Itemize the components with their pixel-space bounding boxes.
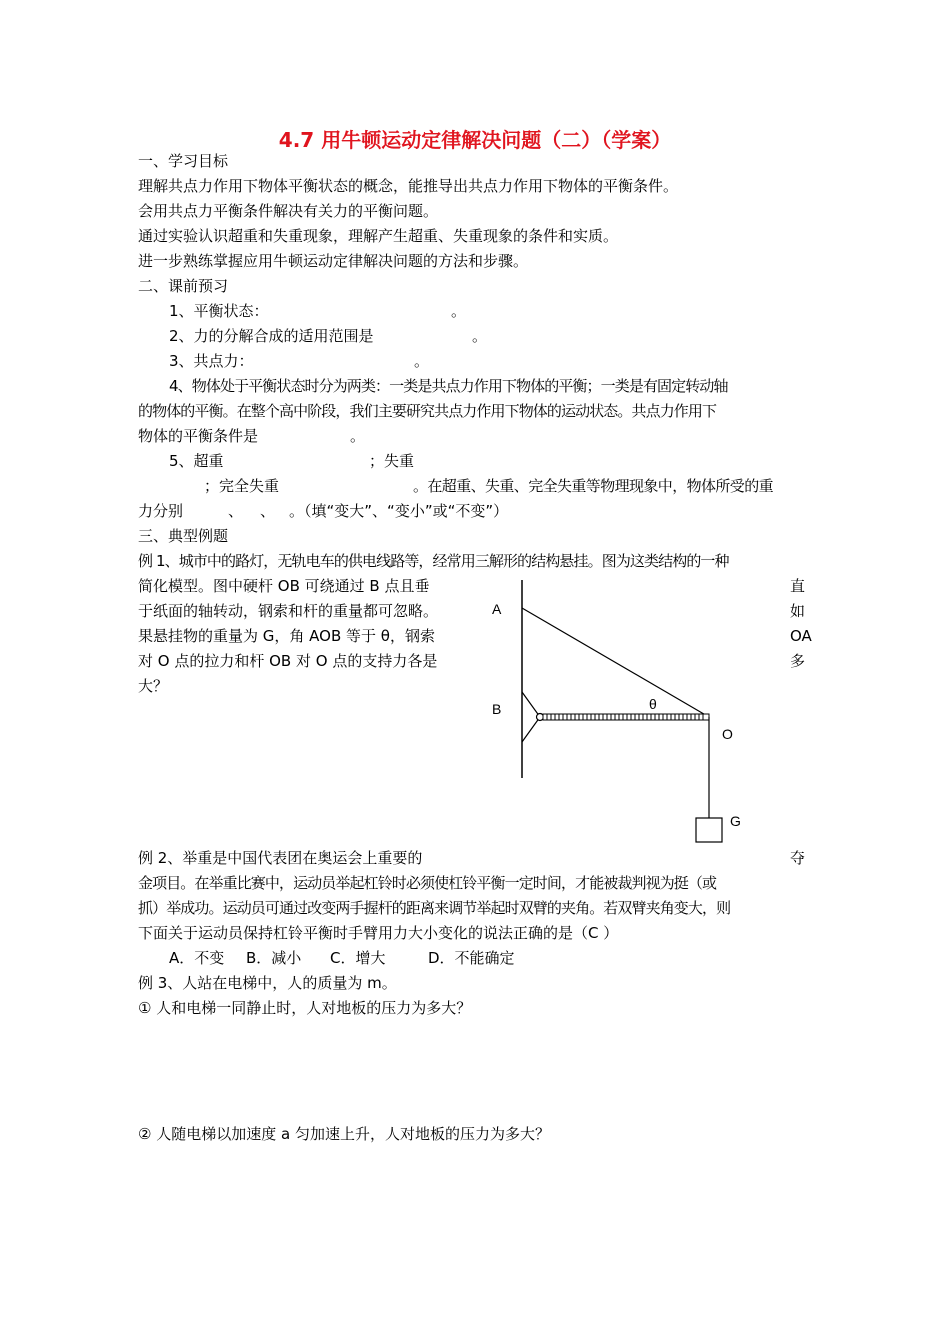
preview-q5-sep: 、 bbox=[228, 502, 244, 520]
example3-question-2: ② 人随电梯以加速度 a 匀加速上升，人对地板的压力为多大？ bbox=[138, 1125, 550, 1143]
preview-q1-end: 。 bbox=[451, 302, 467, 320]
example3-question-1: ① 人和电梯一同静止时，人对地板的压力为多大？ bbox=[138, 999, 472, 1017]
rod-ob bbox=[543, 714, 709, 720]
cable-oa bbox=[522, 608, 709, 717]
weight-block bbox=[696, 818, 722, 842]
label-a: A bbox=[492, 601, 502, 617]
example1-line: 果悬挂物的重量为 G，角 AOB 等于 θ，钢索 bbox=[138, 627, 435, 645]
preview-q5-complete: ；完全失重 bbox=[204, 477, 280, 495]
label-b: B bbox=[492, 701, 502, 717]
example2-line: 例 2、举重是中国代表团在奥运会上重要的 bbox=[138, 849, 423, 867]
preview-q4-line2: 的物体的平衡。在整个高中阶段，我们主要研究共点力作用下物体的运动状态。共点力作用下 bbox=[138, 402, 717, 420]
example1-line: 例 1、城市中的路灯，无轨电车的供电线路等，经常用三解形的结构悬挂。图为这类结构的一种 bbox=[138, 552, 729, 570]
preview-q4-line1: 4、物体处于平衡状态时分为两类：一类是共点力作用下物体的平衡；一类是有固定转动轴 bbox=[169, 377, 728, 395]
preview-q4-end: 。 bbox=[350, 427, 366, 445]
preview-q3: 3、共点力： bbox=[169, 352, 254, 370]
example2-option: A．不变 bbox=[169, 949, 225, 967]
preview-q2-end: 。 bbox=[472, 327, 488, 345]
example3-line: 例 3、人站在电梯中，人的质量为 m。 bbox=[138, 974, 397, 992]
preview-q5-sep: 、 bbox=[260, 502, 276, 520]
preview-q3-end: 。 bbox=[414, 352, 430, 370]
preview-q2: 2、力的分解合成的适用范围是 bbox=[169, 327, 374, 345]
page-title: 4.7 用牛顿运动定律解决问题（二）（学案） bbox=[278, 128, 672, 152]
preview-q5-overweight: 5、超重 bbox=[169, 452, 224, 470]
preview-q5-gravity: 力分别 bbox=[138, 502, 184, 520]
example1-line: 于纸面的轴转动，钢索和杆的重量都可忽略。 bbox=[138, 602, 439, 620]
section-heading-goals: 一、学习目标 bbox=[138, 152, 229, 170]
goal-item: 进一步熟练掌握应用牛顿运动定律解决问题的方法和步骤。 bbox=[138, 252, 529, 270]
example1-line-end: OA bbox=[790, 627, 812, 645]
example1-line: 简化模型。图中硬杆 OB 可绕通过 B 点且垂 bbox=[138, 577, 430, 595]
preview-q1: 1、平衡状态： bbox=[169, 302, 269, 320]
example1-line-end: 如 bbox=[790, 602, 806, 620]
example1-line-end: 多 bbox=[790, 652, 806, 670]
label-o: O bbox=[722, 726, 733, 742]
example1-line: 大？ bbox=[138, 677, 169, 695]
section-heading-examples: 三、典型例题 bbox=[138, 527, 229, 545]
example2-option: D．不能确定 bbox=[428, 949, 515, 967]
section-heading-preview: 二、课前预习 bbox=[138, 277, 229, 295]
goal-item: 会用共点力平衡条件解决有关力的平衡问题。 bbox=[138, 202, 439, 220]
preview-q5-text: 。在超重、失重、完全失重等物理现象中，物体所受的重 bbox=[413, 477, 774, 495]
example2-option: B．减小 bbox=[246, 949, 302, 967]
preview-q5-weightless: ；失重 bbox=[369, 452, 415, 470]
goal-item: 理解共点力作用下物体平衡状态的概念，能推导出共点力作用下物体的平衡条件。 bbox=[138, 177, 679, 195]
goal-item: 通过实验认识超重和失重现象，理解产生超重、失重现象的条件和实质。 bbox=[138, 227, 619, 245]
example2-line: 抓）举成功。运动员可通过改变两手握杆的距离来调节举起时双臂的夹角。若双臂夹角变大，则 bbox=[138, 899, 731, 917]
example2-line: 金项目。在举重比赛中，运动员举起杠铃时必须使杠铃平衡一定时间，才能被裁判视为挺（或 bbox=[138, 874, 717, 892]
example1-line-end: 直 bbox=[790, 577, 806, 595]
preview-q5-fill: 。（填“变大”、“变小”或“不变”） bbox=[289, 502, 509, 520]
example2-line-end: 夺 bbox=[790, 849, 806, 867]
hinge-pin bbox=[537, 714, 544, 721]
example2-option: C．增大 bbox=[330, 949, 386, 967]
label-g: G bbox=[730, 813, 741, 829]
example2-line: 下面关于运动员保持杠铃平衡时手臂用力大小变化的说法正确的是（C ） bbox=[138, 924, 619, 942]
example1-line: 对 O 点的拉力和杆 OB 对 O 点的支持力各是 bbox=[138, 652, 438, 670]
label-theta: θ bbox=[649, 696, 657, 712]
preview-q4-line3: 物体的平衡条件是 bbox=[138, 427, 259, 445]
